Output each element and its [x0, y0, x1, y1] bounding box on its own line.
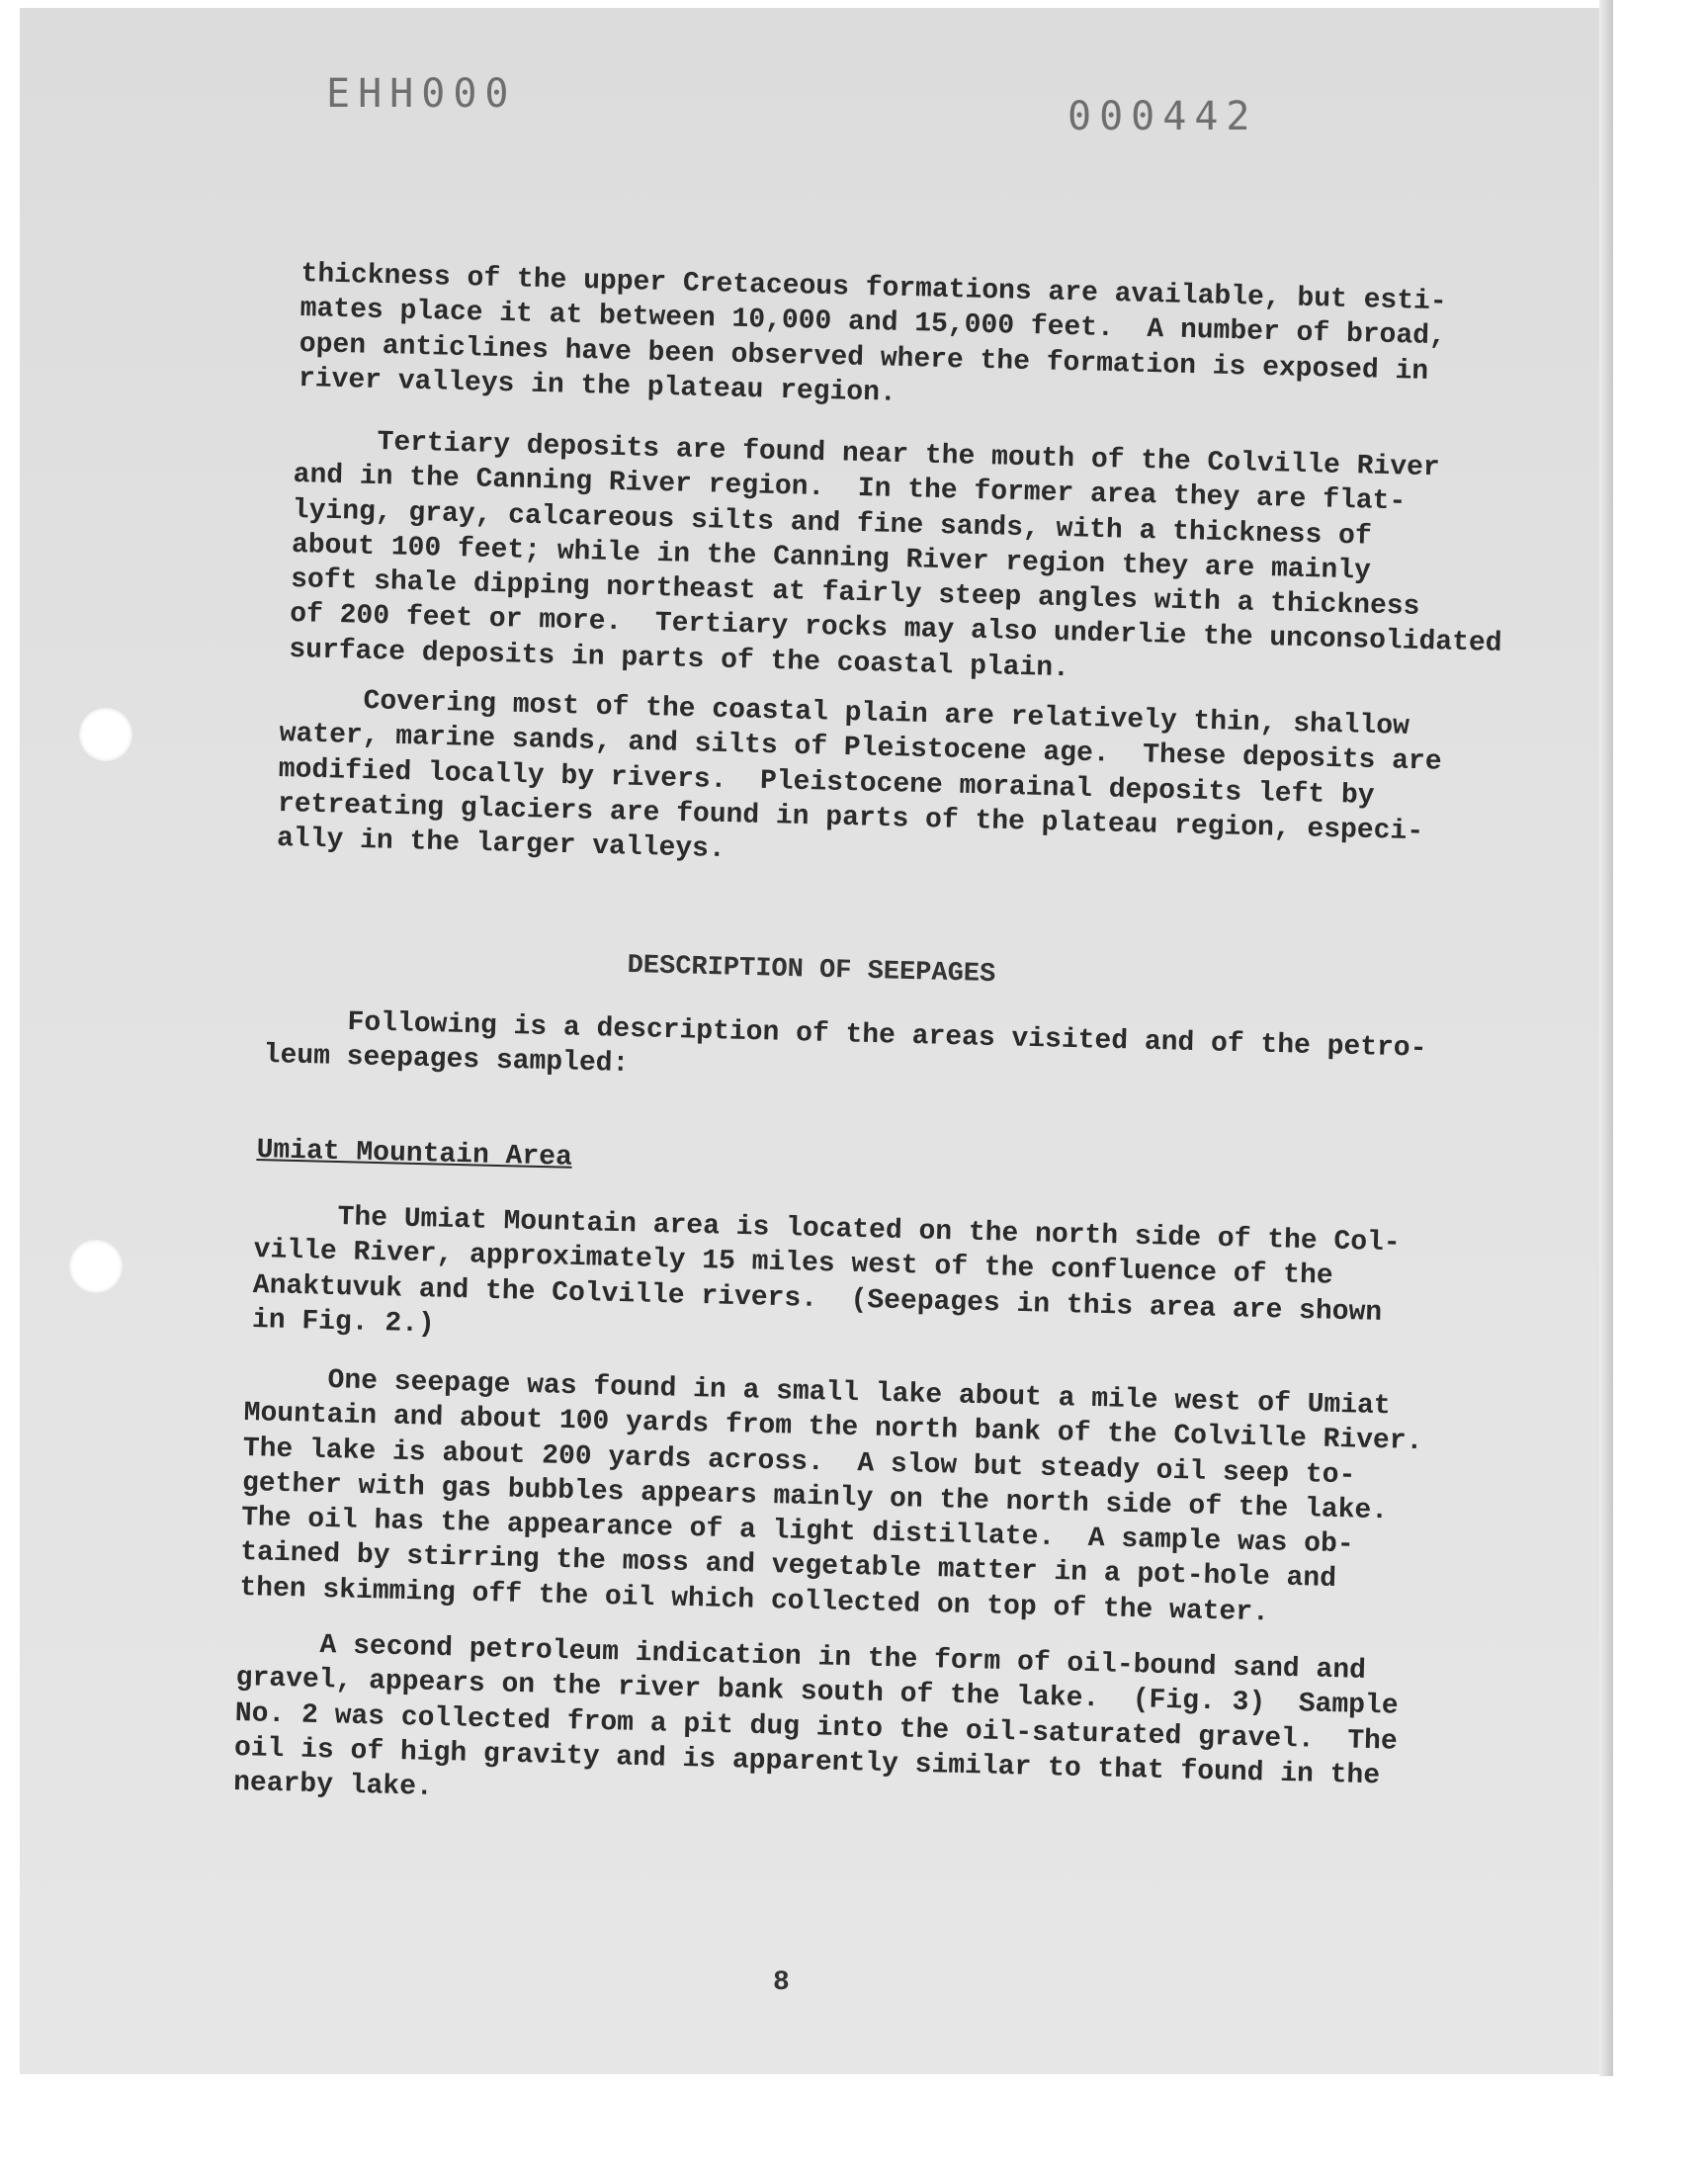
paragraph-lake-seepage: One seepage was found in a small lake about a mile west of Umiat Mountain and about 100 yards from the north bank of the Colville River. The lake is about 200 yards across. A slow but steady oil seep to- gether with gas bubbles appears mainly on the north side of the lake. The oil has the appearance of a light distillate. A sample was ob- tained by stirring the moss and vegetable matter in a pot-hole and then skimming off the oil which collected on top of the water.: [239, 1362, 1423, 1628]
punch-hole-top: [79, 708, 132, 761]
paper-edge: [1599, 0, 1613, 2076]
paragraph-second-indication: A second petroleum indication in the form of oil-bound sand and gravel, appears on the river bank south of the lake. (Fig. 3) Sample No. 2 was collected from a pit dug into the oil-saturated gravel. The oil is of high gravity and is apparently similar to that found in the nearby lake.: [232, 1627, 1399, 1803]
paragraph-intro: Following is a description of the areas visited and of the petro- leum seepages sampled:: [263, 1004, 1427, 1081]
stamp-right: 000442: [1068, 94, 1258, 139]
paragraph-tertiary: Tertiary deposits are found near the mouth of the Colville River and in the Canning River region. In the former area they are flat- lying, gray, calcareous silts and fine sands, with a thickness of about 100 feet; while in the Canning River region they are mainly soft shale dipping northeast at fairly steep angles with a thickness of 200 feet or more. Tertiary rocks may also underlie the unconsolidated surface deposits in parts of the coastal plain.: [289, 424, 1502, 684]
paragraph-cretaceous: thickness of the upper Cretaceous formations are available, but esti- mates place it at between 10,000 and 15,000 feet. A number of broad, open anticlines have been observed where the formation is exposed in river valleys in the plateau region.: [298, 258, 1447, 409]
section-title-umiat-mountain-area: Umiat Mountain Area: [256, 1135, 573, 1174]
punch-hole-bottom: [69, 1240, 123, 1293]
paragraph-umiat-location: The Umiat Mountain area is located on the north side of the Col- ville River, approximately 15 miles west of the confluence of the Anaktuvuk and the Colville rivers. (Seepages in this area are shown in Fig. 2.): [251, 1199, 1401, 1341]
stamp-left: EHH000: [326, 71, 517, 117]
page-number: 8: [773, 1967, 790, 1998]
heading-description-of-seepages: DESCRIPTION OF SEEPAGES: [627, 951, 996, 991]
paragraph-pleistocene: Covering most of the coastal plain are relatively thin, shallow water, marine sands, and silts of Pleistocene age. These deposits are modified locally by rivers. Pleistocene morainal deposits left by retreating glaciers are found in parts of the plateau region, especi- ally in the larger valleys.: [276, 683, 1442, 866]
